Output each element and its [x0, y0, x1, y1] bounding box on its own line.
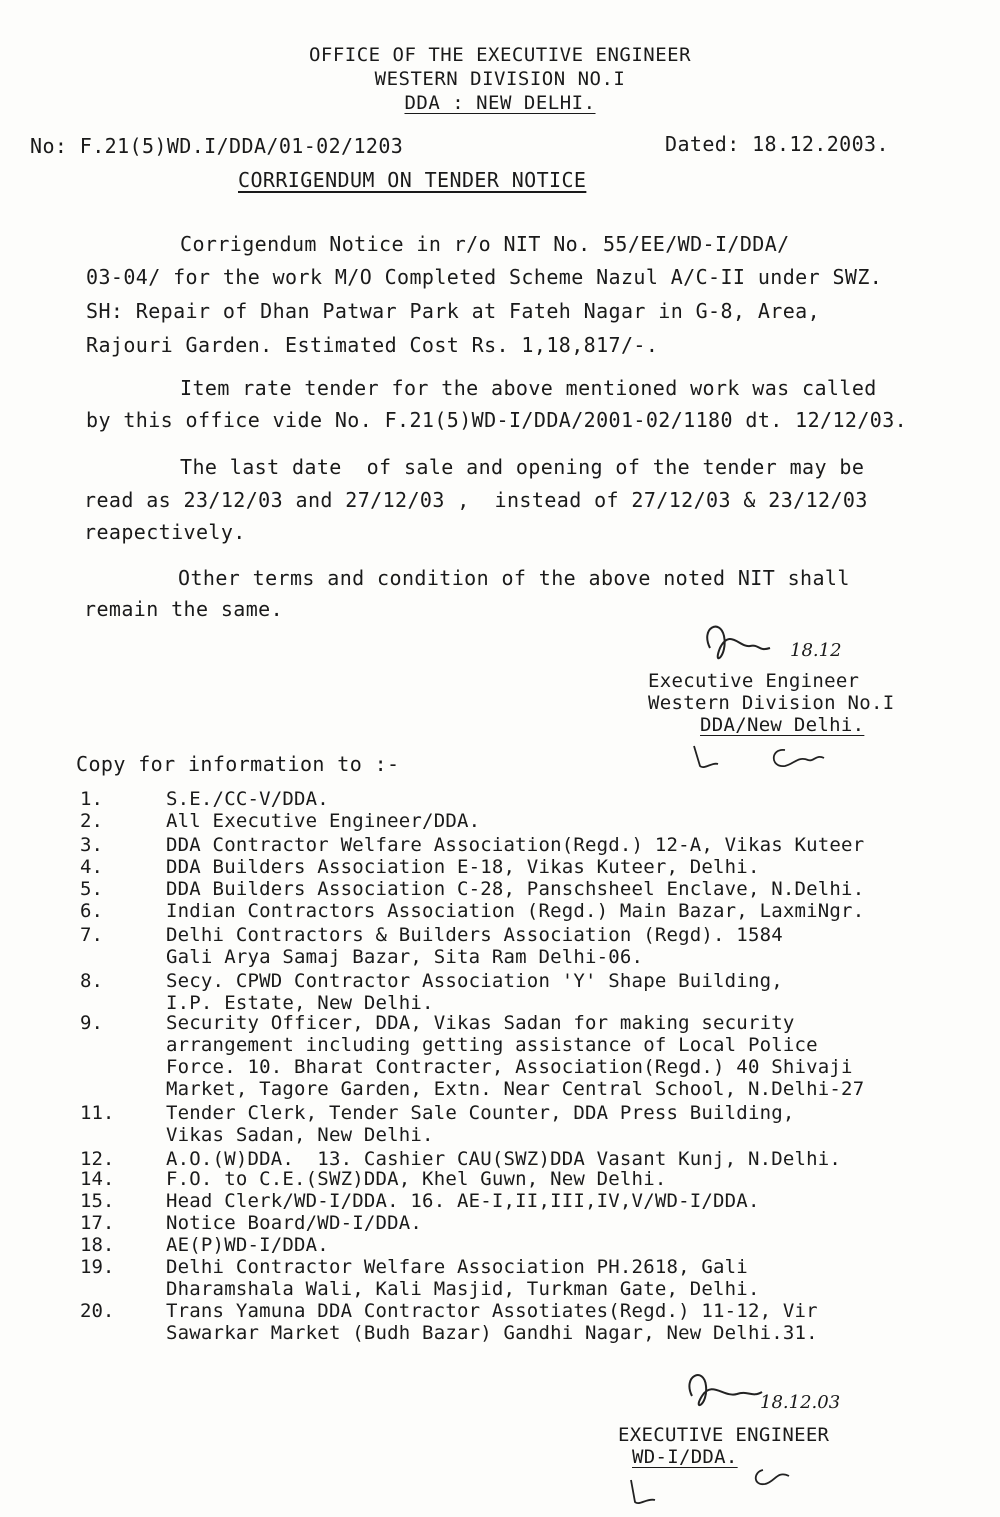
paragraph-line: by this office vide No. F.21(5)WD-I/DDA/2001-02/1180 dt. 12/12/03.: [86, 408, 908, 432]
list-item-text: Gali Arya Samaj Bazar, Sita Ram Delhi-06.: [166, 946, 644, 968]
list-item-text: DDA Builders Association C-28, Panschsheel Enclave, N.Delhi.: [166, 878, 865, 900]
list-item-text: Vikas Sadan, New Delhi.: [166, 1124, 434, 1146]
list-item-text: Security Officer, DDA, Vikas Sadan for making security: [166, 1012, 795, 1034]
paragraph-line: read as 23/12/03 and 27/12/03 , instead of 27/12/03 & 23/12/03: [84, 488, 868, 512]
reference-number: No: F.21(5)WD.I/DDA/01-02/1203: [30, 134, 404, 158]
signature-date: 18.12: [790, 640, 842, 661]
list-item-text: F.O. to C.E.(SWZ)DDA, Khel Guwn, New Delhi.: [166, 1168, 667, 1190]
paragraph-line: Item rate tender for the above mentioned work was called: [180, 376, 877, 400]
list-item-number: 14.: [80, 1168, 115, 1190]
list-item-number: 6.: [80, 900, 103, 922]
list-item-number: 1.: [80, 788, 103, 810]
list-item-text: All Executive Engineer/DDA.: [166, 810, 481, 832]
list-item-text: arrangement including getting assistance of Local Police: [166, 1034, 818, 1056]
paragraph-line: The last date of sale and opening of the tender may be: [180, 455, 865, 479]
copy-heading: Copy for information to :-: [76, 752, 400, 776]
list-item-text: Secy. CPWD Contractor Association 'Y' Shape Building,: [166, 970, 783, 992]
paragraph-line: Rajouri Garden. Estimated Cost Rs. 1,18,817/-.: [86, 333, 659, 357]
paragraph-line: 03-04/ for the work M/O Completed Scheme Nazul A/C-II under SWZ.: [86, 265, 883, 289]
signatory-title: EXECUTIVE ENGINEER: [618, 1424, 830, 1446]
paragraph-line: SH: Repair of Dhan Patwar Park at Fateh Nagar in G-8, Area,: [86, 299, 821, 323]
list-item-number: 3.: [80, 834, 103, 856]
signatory-title: Executive Engineer: [648, 670, 860, 692]
list-item-text: Sawarkar Market (Budh Bazar) Gandhi Nagar, New Delhi.31.: [166, 1322, 818, 1344]
list-item-number: 18.: [80, 1234, 115, 1256]
list-item-number: 11.: [80, 1102, 115, 1124]
list-item-text: I.P. Estate, New Delhi.: [166, 992, 434, 1014]
list-item-number: 15.: [80, 1190, 115, 1212]
list-item-number: 7.: [80, 924, 103, 946]
list-item-number: 19.: [80, 1256, 115, 1278]
list-item-text: A.O.(W)DDA. 13. Cashier CAU(SWZ)DDA Vasant Kunj, N.Delhi.: [166, 1148, 842, 1170]
paragraph-line: reapectively.: [84, 520, 246, 544]
paragraph-line: Corrigendum Notice in r/o NIT No. 55/EE/WD-I/DDA/: [180, 232, 790, 256]
document-date: Dated: 18.12.2003.: [665, 132, 889, 156]
paragraph-line: Other terms and condition of the above noted NIT shall: [178, 566, 850, 590]
signatory-office: WD-I/DDA.: [632, 1446, 738, 1468]
division-title: WESTERN DIVISION NO.I: [374, 68, 626, 90]
initials-scribble: [690, 740, 830, 774]
list-item-text: Delhi Contractor Welfare Association PH.2618, Gali: [166, 1256, 748, 1278]
subject-heading: CORRIGENDUM ON TENDER NOTICE: [238, 168, 587, 192]
list-item-text: Tender Clerk, Tender Sale Counter, DDA Press Building,: [166, 1102, 795, 1124]
list-item-text: Notice Board/WD-I/DDA.: [166, 1212, 423, 1234]
list-item-text: Trans Yamuna DDA Contractor Assotiates(Regd.) 11-12, Vir: [166, 1300, 818, 1322]
list-item-text: Delhi Contractors & Builders Association (Regd). 1584: [166, 924, 783, 946]
list-item-text: Force. 10. Bharat Contracter, Association(Regd.) 40 Shivaji: [166, 1056, 853, 1078]
paragraph-line: remain the same.: [84, 597, 284, 621]
list-item-number: 5.: [80, 878, 103, 900]
list-item-number: 9.: [80, 1012, 103, 1034]
signature-date: 18.12.03: [760, 1392, 841, 1413]
list-item-number: 8.: [80, 970, 103, 992]
location-title: DDA : NEW DELHI.: [404, 92, 596, 114]
initials-scribble: [625, 1450, 825, 1510]
signatory-division: Western Division No.I: [648, 692, 895, 714]
signatory-office: DDA/New Delhi.: [700, 714, 865, 736]
list-item-number: 4.: [80, 856, 103, 878]
list-item-text: Indian Contractors Association (Regd.) Main Bazar, LaxmiNgr.: [166, 900, 865, 922]
list-item-text: DDA Builders Association E-18, Vikas Kuteer, Delhi.: [166, 856, 760, 878]
list-item-number: 17.: [80, 1212, 115, 1234]
list-item-text: Market, Tagore Garden, Extn. Near Central School, N.Delhi-27: [166, 1078, 865, 1100]
list-item-text: S.E./CC-V/DDA.: [166, 788, 329, 810]
list-item-number: 12.: [80, 1148, 115, 1170]
list-item-text: Dharamshala Wali, Kali Masjid, Turkman Gate, Delhi.: [166, 1278, 760, 1300]
list-item-number: 20.: [80, 1300, 115, 1322]
list-item-text: AE(P)WD-I/DDA.: [166, 1234, 329, 1256]
list-item-number: 2.: [80, 810, 103, 832]
list-item-text: DDA Contractor Welfare Association(Regd.) 12-A, Vikas Kuteer: [166, 834, 865, 856]
list-item-text: Head Clerk/WD-I/DDA. 16. AE-I,II,III,IV,V/WD-I/DDA.: [166, 1190, 760, 1212]
office-title: OFFICE OF THE EXECUTIVE ENGINEER: [308, 44, 692, 66]
